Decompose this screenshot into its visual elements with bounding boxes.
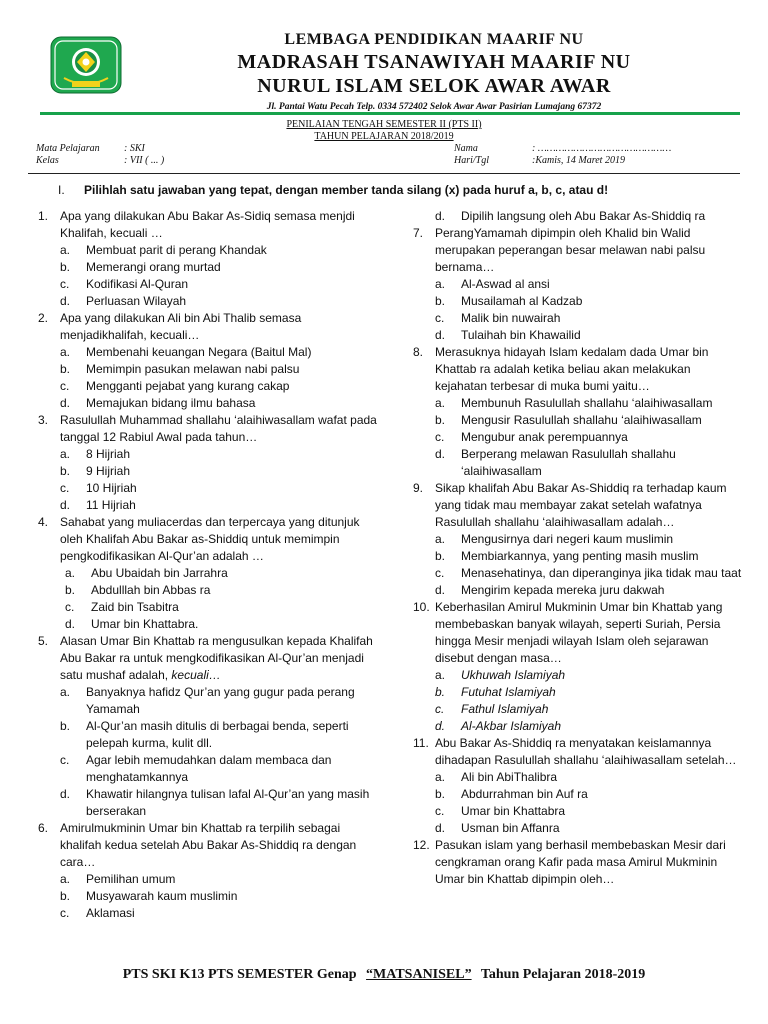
question-text: Pasukan islam yang berhasil membebaskan Mesir dari cengkraman orang Kafir pada masa Amirul Mukminin Umar bin Khattab dipimpin oleh…	[435, 838, 726, 886]
option-text: Musyawarah kaum muslimin	[86, 889, 238, 903]
school-name: MADRASAH TSANAWIYAH MAARIF NU	[237, 51, 631, 73]
question-item	[413, 735, 743, 837]
option-text: 10 Hijriah	[86, 481, 137, 495]
question-text-italic: kecuali…	[171, 668, 221, 682]
option-text: Malik bin nuwairah	[461, 311, 561, 325]
footer-left: PTS SKI K13 PTS SEMESTER Genap	[122, 967, 357, 982]
option-letter: c.	[435, 566, 445, 580]
option-text: Dipilih langsung oleh Abu Bakar As-Shiddiq ra	[461, 209, 706, 223]
instruction-text: Pilihlah satu jawaban yang tepat, dengan member tanda silang (x) pada huruf a, b, c, atau d!	[84, 183, 609, 197]
option-text: Umar bin Khattabra.	[91, 617, 199, 631]
question-text: Keberhasilan Amirul Mukminin Umar bin Khattab yang membebaskan banyak wilayah, seperti Suriah, Persia hingga Mesir menjadi wilayah Islam oleh sejarawan disebut dengan masa…	[435, 600, 723, 665]
option-text: Al-Qur’an masih ditulis di berbagai benda, seperti pelepah kurma, kulit dll.	[86, 719, 349, 750]
answer-option	[413, 820, 743, 837]
question-item	[38, 310, 383, 412]
answer-option	[38, 582, 383, 599]
answer-option	[38, 344, 383, 361]
school-logo	[50, 36, 122, 94]
instruction	[58, 182, 758, 198]
option-text: Berperang melawan Rasulullah shallahu ‘alaihiwasallam	[461, 447, 676, 478]
name-value: : ………………………………………	[532, 143, 672, 154]
option-letter: c.	[60, 753, 70, 767]
option-text: Mengirim kepada mereka juru dakwah	[461, 583, 665, 597]
question-number: 5.	[38, 634, 49, 648]
option-text: 8 Hijriah	[86, 447, 131, 461]
answer-option	[38, 565, 383, 582]
question-number: 9.	[413, 481, 424, 495]
answer-option	[413, 718, 743, 735]
question-number: 7.	[413, 226, 424, 240]
exam-meta-left	[36, 143, 366, 167]
exam-year: TAHUN PELAJARAN 2018/2019	[314, 131, 454, 142]
answer-option	[38, 599, 383, 616]
option-text: Ukhuwah Islamiyah	[461, 668, 566, 682]
foundation-name: LEMBAGA PENDIDIKAN MAARIF NU	[284, 31, 584, 48]
option-letter: b.	[435, 787, 446, 801]
option-letter: a.	[60, 447, 71, 461]
exam-meta-right	[454, 143, 754, 167]
answer-option	[413, 293, 743, 310]
answer-option	[413, 531, 743, 548]
option-letter: b.	[60, 362, 71, 376]
question-number: 4.	[38, 515, 49, 529]
answer-option	[38, 871, 383, 888]
subject-value: : SKI	[124, 143, 145, 154]
question-item	[38, 412, 383, 514]
question-text: Rasulullah Muhammad shallahu ‘alaihiwasallam wafat pada tanggal 12 Rabiul Awal pada tahun…	[60, 413, 377, 444]
letterhead	[0, 0, 768, 112]
answer-option	[413, 395, 743, 412]
question-item	[413, 599, 743, 735]
answer-option	[413, 582, 743, 599]
option-text: 11 Hijriah	[86, 498, 136, 512]
school-address: Jl. Pantai Watu Pecah Telp. 0334 572402 Selok Awar Awar Pasirian Lumajang 67372	[266, 102, 602, 112]
questions-right-column	[413, 208, 743, 888]
answer-option	[38, 293, 383, 310]
option-letter: d.	[435, 209, 446, 223]
option-text: Mengusir Rasulullah shallahu ‘alaihiwasallam	[461, 413, 702, 427]
option-text: Memimpin pasukan melawan nabi palsu	[86, 362, 300, 376]
option-letter: d.	[435, 447, 446, 461]
option-text: Khawatir hilangnya tulisan lafal Al-Qur’an yang masih berserakan	[86, 787, 370, 818]
option-text: Perluasan Wilayah	[86, 294, 187, 308]
option-letter: c.	[65, 600, 75, 614]
question-item	[413, 344, 743, 480]
option-text: Membenahi keuangan Negara (Baitul Mal)	[86, 345, 312, 359]
option-letter: a.	[435, 277, 446, 291]
option-text: Zaid bin Tsabitra	[91, 600, 179, 614]
option-text: Mengubur anak perempuannya	[461, 430, 628, 444]
day-value: :Kamis, 14 Maret 2019	[532, 155, 625, 166]
option-text: Memerangi orang murtad	[86, 260, 221, 274]
question-text: Sahabat yang muliacerdas dan terpercaya yang ditunjuk oleh Khalifah Abu Bakar as-Shiddiq untuk memimpin pengkodifikasikan Al-Qur’an adalah …	[60, 515, 360, 563]
option-letter: c.	[435, 804, 445, 818]
option-letter: a.	[60, 872, 71, 886]
question-item	[38, 820, 383, 922]
exam-title: PENILAIAN TENGAH SEMESTER II (PTS II)	[286, 119, 482, 130]
question-number: 1.	[38, 209, 49, 223]
answer-option	[413, 429, 743, 446]
option-text: Mengganti pejabat yang kurang cakap	[86, 379, 290, 393]
option-letter: b.	[60, 464, 71, 478]
questions-left-column	[38, 208, 383, 922]
option-text: Al-Akbar Islamiyah	[461, 719, 562, 733]
option-text: Futuhat Islamiyah	[461, 685, 556, 699]
answer-option	[38, 786, 383, 820]
answer-option	[413, 786, 743, 803]
option-letter: d.	[60, 396, 71, 410]
option-letter: a.	[60, 345, 71, 359]
school-subname: NURUL ISLAM SELOK AWAR AWAR	[257, 75, 611, 97]
section-number: I.	[58, 183, 65, 197]
answer-option	[413, 276, 743, 293]
option-letter: b.	[60, 889, 71, 903]
option-letter: a.	[435, 668, 446, 682]
answer-option	[413, 310, 743, 327]
question-text: PerangYamamah dipimpin oleh Khalid bin Walid merupakan peperangan besar melawan nabi palsu bernama…	[435, 226, 706, 274]
option-text: Ali bin AbiThalibra	[461, 770, 558, 784]
answer-option	[413, 667, 743, 684]
question-number: 12.	[413, 838, 430, 852]
question-item	[38, 633, 383, 820]
answer-option	[413, 684, 743, 701]
option-text: Tulaihah bin Khawailid	[461, 328, 581, 342]
option-text: Musailamah al Kadzab	[461, 294, 583, 308]
option-text: Membunuh Rasulullah shallahu ‘alaihiwasallam	[461, 396, 713, 410]
answer-option	[38, 361, 383, 378]
answer-option	[38, 684, 383, 718]
option-letter: b.	[60, 719, 71, 733]
answer-option	[38, 395, 383, 412]
option-letter: b.	[435, 294, 446, 308]
option-text: Membuat parit di perang Khandak	[86, 243, 267, 257]
option-letter: d.	[435, 583, 446, 597]
option-text: Mengusirnya dari negeri kaum muslimin	[461, 532, 674, 546]
footer-right: Tahun Pelajaran 2018-2019	[480, 967, 646, 982]
option-text: Abdulllah bin Abbas ra	[91, 583, 211, 597]
option-text: Membiarkannya, yang penting masih muslim	[461, 549, 699, 563]
answer-option	[413, 769, 743, 786]
option-letter: b.	[65, 583, 76, 597]
question-item	[413, 225, 743, 344]
answer-option	[413, 327, 743, 344]
question-number: 6.	[38, 821, 49, 835]
option-letter: b.	[435, 685, 446, 699]
answer-option	[38, 905, 383, 922]
header-divider	[40, 112, 740, 115]
option-letter: a.	[435, 532, 446, 546]
option-text: Abdurrahman bin Auf ra	[461, 787, 588, 801]
answer-option	[413, 565, 743, 582]
option-text: Abu Ubaidah bin Jarrahra	[91, 566, 228, 580]
question-number: 3.	[38, 413, 49, 427]
option-letter: d.	[60, 294, 71, 308]
option-letter: a.	[60, 685, 71, 699]
question-text: Merasuknya hidayah Islam kedalam dada Umar bin Khattab ra adalah ketika beliau akan melakukan kejahatan terbesar di muka bumi yaitu…	[435, 345, 709, 393]
answer-option	[38, 616, 383, 633]
option-letter: d.	[435, 821, 446, 835]
answer-option	[38, 276, 383, 293]
exam-heading	[0, 119, 768, 143]
option-letter: d.	[65, 617, 76, 631]
question-number: 11.	[413, 736, 429, 750]
option-text: Fathul Islamiyah	[461, 702, 549, 716]
answer-option	[38, 242, 383, 259]
meta-divider	[28, 173, 740, 174]
option-letter: c.	[60, 277, 70, 291]
option-letter: b.	[435, 413, 446, 427]
answer-option	[38, 480, 383, 497]
option-letter: a.	[60, 243, 71, 257]
answer-option	[38, 463, 383, 480]
answer-option	[38, 378, 383, 395]
option-text: Kodifikasi Al-Quran	[86, 277, 189, 291]
question-item	[413, 480, 743, 599]
question-text: Apa yang dilakukan Abu Bakar As-Sidiq semasa menjdi Khalifah, kecuali …	[60, 209, 355, 240]
option-text: Aklamasi	[86, 906, 135, 920]
option-letter: c.	[435, 702, 445, 716]
option-letter: c.	[60, 481, 70, 495]
question-item	[38, 514, 383, 633]
class-label: Kelas	[36, 155, 59, 166]
option-letter: a.	[65, 566, 76, 580]
option-text: Usman bin Affanra	[461, 821, 560, 835]
question-text: Sikap khalifah Abu Bakar As-Shiddiq ra terhadap kaum yang tidak mau membayar zakat setelah wafatnya Rasulullah shallahu ‘alaihiwasallam adalah…	[435, 481, 727, 529]
answer-option	[38, 718, 383, 752]
option-letter: d.	[60, 787, 71, 801]
option-letter: c.	[435, 430, 445, 444]
option-text: Memajukan bidang ilmu bahasa	[86, 396, 256, 410]
option-text: 9 Hijriah	[86, 464, 131, 478]
answer-option	[413, 412, 743, 429]
option-letter: c.	[60, 906, 70, 920]
option-letter: b.	[60, 260, 71, 274]
answer-option	[38, 259, 383, 276]
option-letter: d.	[435, 719, 446, 733]
option-letter: b.	[435, 549, 446, 563]
name-label: Nama	[454, 143, 478, 154]
option-letter: a.	[435, 770, 446, 784]
day-label: Hari/Tgl	[454, 155, 490, 166]
option-letter: c.	[435, 311, 445, 325]
answer-option	[413, 208, 743, 225]
option-letter: c.	[60, 379, 70, 393]
answer-option	[38, 497, 383, 514]
page-footer	[0, 966, 768, 984]
question-item	[38, 208, 383, 310]
question-text: Amirulmukminin Umar bin Khattab ra terpilih sebagai khalifah kedua setelah Abu Bakar As-Shiddiq ra dengan cara…	[60, 821, 357, 869]
question-number: 8.	[413, 345, 424, 359]
question-text: Apa yang dilakukan Ali bin Abi Thalib semasa menjadikhalifah, kecuali…	[60, 311, 302, 342]
answer-option	[413, 701, 743, 718]
question-item	[413, 837, 743, 888]
answer-option	[38, 752, 383, 786]
option-letter: d.	[60, 498, 71, 512]
option-letter: a.	[435, 396, 446, 410]
option-letter: d.	[435, 328, 446, 342]
option-text: Banyaknya hafidz Qur’an yang gugur pada perang Yamamah	[86, 685, 355, 716]
answer-option	[413, 548, 743, 565]
answer-option	[413, 803, 743, 820]
answer-option	[413, 446, 743, 480]
option-text: Umar bin Khattabra	[461, 804, 566, 818]
answer-option	[38, 888, 383, 905]
subject-label: Mata Pelajaran	[36, 143, 100, 154]
option-text: Agar lebih memudahkan dalam membaca dan menghatamkannya	[86, 753, 332, 784]
option-text: Al-Aswad al ansi	[461, 277, 550, 291]
question-number: 10.	[413, 600, 430, 614]
option-text: Pemilihan umum	[86, 872, 176, 886]
question-text: Abu Bakar As-Shiddiq ra menyatakan keislamannya dihadapan Rasulullah shallahu ‘alaihiwasallam setelah…	[435, 736, 737, 767]
answer-option	[38, 446, 383, 463]
option-text: Menasehatinya, dan diperanginya jika tidak mau taat	[461, 566, 742, 580]
question-number: 2.	[38, 311, 49, 325]
class-value: : VII ( ... )	[124, 155, 165, 166]
question-text: Alasan Umar Bin Khattab ra mengusulkan kepada Khalifah Abu Bakar ra untuk mengkodifikasikan Al-Qur’an menjadi satu mushaf adalah,	[60, 634, 373, 682]
footer-middle: “MATSANISEL”	[366, 967, 472, 982]
